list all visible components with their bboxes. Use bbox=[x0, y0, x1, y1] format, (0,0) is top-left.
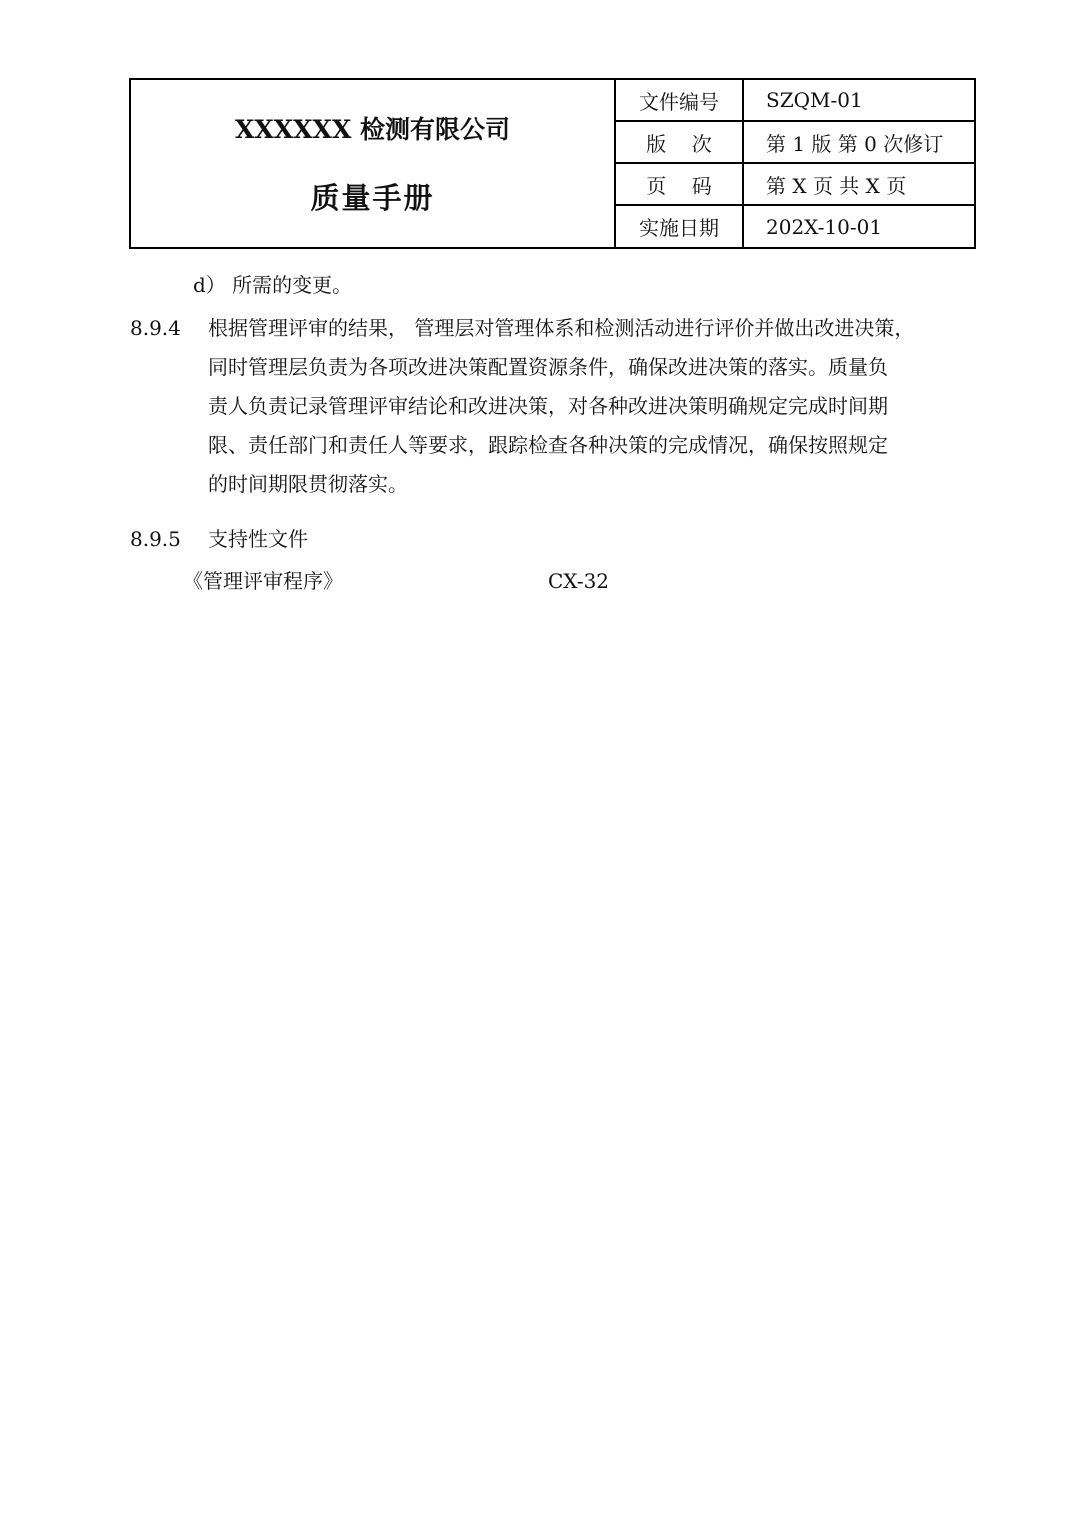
document-header-table bbox=[129, 78, 976, 249]
paragraph-line: 限、责任部门和责任人等要求，跟踪检查各种决策的完成情况，确保按照规定 bbox=[208, 433, 888, 457]
section-number-8-9-4: 8.9.4 bbox=[130, 316, 181, 340]
meta-key-effective-date: 实施日期 bbox=[616, 206, 744, 247]
document-title: 质量手册 bbox=[310, 181, 435, 215]
meta-value-file-number: SZQM-01 bbox=[766, 88, 863, 112]
meta-value-effective-date: 202X-10-01 bbox=[766, 214, 883, 239]
meta-row-page bbox=[616, 164, 974, 206]
reference-document-name: 《管理评审程序》 bbox=[183, 569, 343, 593]
meta-key-edition: 版 次 bbox=[616, 122, 744, 162]
meta-value-page: 第 X 页 共 X 页 bbox=[766, 173, 907, 198]
list-item-d: d） 所需的变更。 bbox=[193, 273, 353, 297]
meta-key-page: 页 码 bbox=[616, 164, 744, 204]
company-name: XXXXXX 检测有限公司 bbox=[234, 115, 511, 144]
paragraph-line: 的时间期限贯彻落实。 bbox=[208, 472, 408, 496]
section-8-9-5-title: 支持性文件 bbox=[208, 527, 308, 551]
paragraph-line: 责人负责记录管理评审结论和改进决策，对各种改进决策明确规定完成时间期 bbox=[208, 394, 888, 418]
header-title-cell bbox=[131, 80, 616, 247]
reference-document-code: CX-32 bbox=[548, 569, 610, 593]
meta-row-file-number bbox=[616, 80, 974, 122]
section-number-8-9-5: 8.9.5 bbox=[130, 527, 181, 551]
section-8-9-4-paragraph bbox=[208, 309, 953, 504]
meta-row-effective-date bbox=[616, 206, 974, 247]
meta-value-edition: 第 1 版 第 0 次修订 bbox=[766, 131, 944, 156]
paragraph-line: 根据管理评审的结果， 管理层对管理体系和检测活动进行评价并做出改进决策， bbox=[208, 316, 915, 340]
meta-key-file-number: 文件编号 bbox=[616, 80, 744, 120]
paragraph-line: 同时管理层负责为各项改进决策配置资源条件，确保改进决策的落实。质量负 bbox=[208, 355, 888, 379]
meta-row-edition bbox=[616, 122, 974, 164]
